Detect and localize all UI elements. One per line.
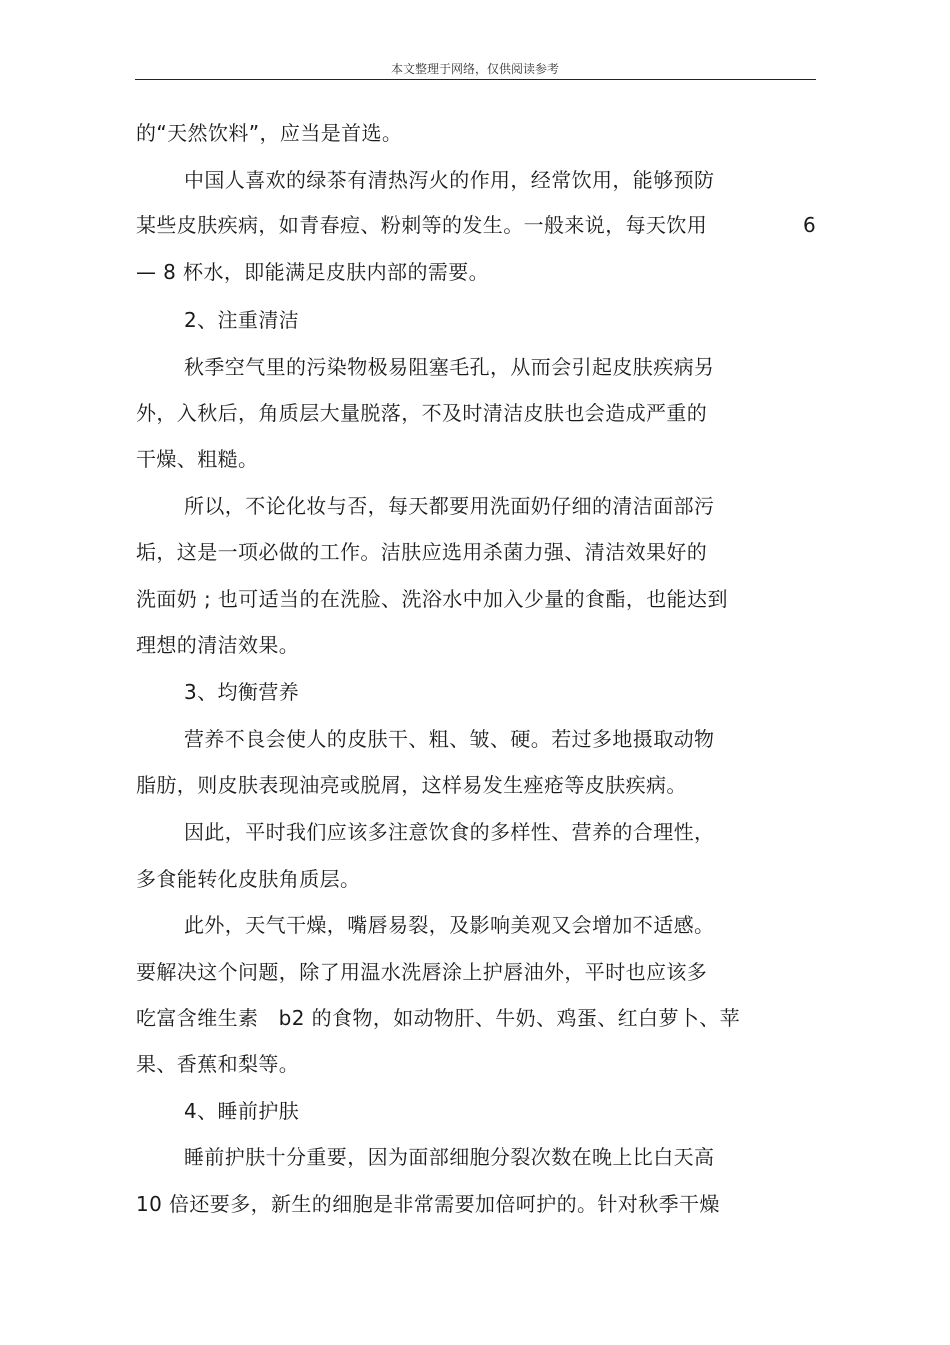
text-line: 营养不良会使人的皮肤干、粗、皱、硬。若过多地摄取动物 xyxy=(184,727,715,751)
text-line: 要解决这个问题，除了用温水洗唇涂上护唇油外，平时也应该多 xyxy=(136,960,708,984)
text-line: 垢，这是一项必做的工作。洁肤应选用杀菌力强、清洁效果好的 xyxy=(136,540,708,564)
header-divider xyxy=(135,79,816,80)
section-heading: 2、注重清洁 xyxy=(184,308,300,332)
text-line: 吃富含维生素 b2 的食物，如动物肝、牛奶、鸡蛋、红白萝卜、苹 xyxy=(136,1006,741,1030)
text-line: 10 倍还要多，新生的细胞是非常需要加倍呵护的。针对秋季干燥 xyxy=(136,1192,720,1216)
section-heading: 4、睡前护肤 xyxy=(184,1099,300,1123)
text-line: 理想的清洁效果。 xyxy=(136,633,300,657)
text-line: 某些皮肤疾病，如青春痘、粉刺等的发生。一般来说，每天饮用 xyxy=(136,213,708,237)
text-line: 因此，平时我们应该多注意饮食的多样性、营养的合理性， xyxy=(184,820,715,844)
text-line: 此外，天气干燥，嘴唇易裂，及影响美观又会增加不适感。 xyxy=(184,913,715,937)
text-line: 的“天然饮料”，应当是首选。 xyxy=(136,121,403,145)
text-line: 外，入秋后，角质层大量脱落，不及时清洁皮肤也会造成严重的 xyxy=(136,401,708,425)
text-line: 所以，不论化妆与否，每天都要用洗面奶仔细的清洁面部污 xyxy=(184,494,715,518)
text-line: 脂肪，则皮肤表现油亮或脱屑，这样易发生痤疮等皮肤疾病。 xyxy=(136,773,687,797)
text-line: 中国人喜欢的绿茶有清热泻火的作用，经常饮用，能够预防 xyxy=(184,168,715,192)
text-line: 果、香蕉和梨等。 xyxy=(136,1052,300,1076)
page-header-notice: 本文整理于网络，仅供阅读参考 xyxy=(390,62,559,76)
text-line: 多食能转化皮肤角质层。 xyxy=(136,867,361,891)
text-line: 干燥、粗糙。 xyxy=(136,447,259,471)
text-line: — 8 杯水，即能满足皮肤内部的需要。 xyxy=(136,260,490,284)
text-line-number: 6 xyxy=(803,213,816,237)
text-line: 洗面奶 ; 也可适当的在洗脸、洗浴水中加入少量的食酯，也能达到 xyxy=(136,587,728,611)
section-heading: 3、均衡营养 xyxy=(184,680,300,704)
text-line: 睡前护肤十分重要，因为面部细胞分裂次数在晚上比白天高 xyxy=(184,1145,715,1169)
text-line: 秋季空气里的污染物极易阻塞毛孔，从而会引起皮肤疾病另 xyxy=(184,355,715,379)
